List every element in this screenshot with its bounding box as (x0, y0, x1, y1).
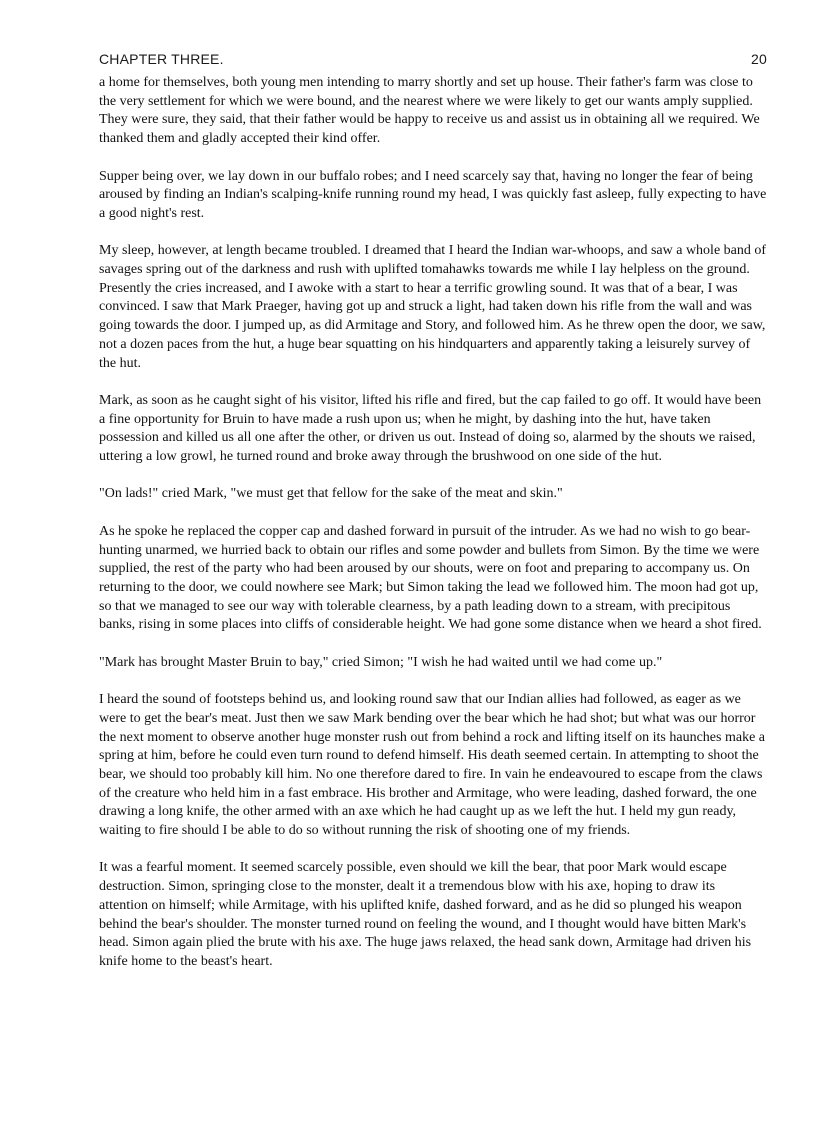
paragraph: Supper being over, we lay down in our buffalo robes; and I need scarcely say that, having no longer the fear of being aroused by finding an Indian's scalping-knife running round my head, I was quickly fast asleep, fully expecting to have a good night's rest. (99, 168, 767, 221)
paragraph: It was a fearful moment. It seemed scarcely possible, even should we kill the bear, that poor Mark would escape destruction. Simon, springing close to the monster, dealt it a tremendous blow with his axe, hoping to draw its attention on himself; while Armitage, with his uplifted knife, dashed forward, and as he did so plunged his weapon behind the bear's shoulder. The monster turned round on feeling the wound, and I thought would have bitten Mark's head. Simon again plied the brute with his axe. The huge jaws relaxed, the head sank down, Armitage had driven his knife home to the beast's heart. (99, 860, 752, 969)
paragraph: I heard the sound of footsteps behind us, and looking round saw that our Indian allies had followed, as eager as we were to get the bear's meat. Just then we saw Mark bending over the bear which he had shot; but what was our horror the next moment to observe another huge monster rush out from behind a rock and lifting itself on its haunches make a spring at him, before he could even turn round to defend himself. His death seemed certain. In attempting to shoot the bear, we should too probably kill him. No one therefore dared to fire. In vain he endeavoured to escape from the claws of the creature who held him in a fast embrace. His brother and Armitage, who were leading, dashed forward, the one drawing a long knife, the other armed with an axe which he had caught up as we left the hut. I held my gun ready, waiting to fire should I be able to do so without running the risk of shooting one of my friends. (99, 692, 765, 839)
paragraph: "Mark has brought Master Bruin to bay," cried Simon; "I wish he had waited until we had come up." (99, 654, 663, 670)
page-number: 20 (751, 51, 767, 67)
paragraph: a home for themselves, both young men intending to marry shortly and set up house. Their father's farm was close to the very settlement for which we were bound, and the nearest where we were likely to get our wants amply supplied. They were sure, they said, that their father would be happy to receive us and assist us in obtaining all we required. We thanked them and gladly accepted their kind offer. (99, 75, 760, 147)
paragraph: Mark, as soon as he caught sight of his visitor, lifted his rifle and fired, but the cap failed to go off. It would have been a fine opportunity for Bruin to have made a rush upon us; when he might, by dashing into the hut, have taken possession and killed us all one after the other, or driven us out. Instead of doing so, alarmed by the shouts we raised, uttering a low growl, he turned round and broke away through the brushwood on one side of the hut. (99, 392, 762, 465)
paragraph: "On lads!" cried Mark, "we must get that fellow for the sake of the meat and skin." (99, 486, 563, 502)
paragraph: My sleep, however, at length became troubled. I dreamed that I heard the Indian war-whoops, and saw a whole band of savages spring out of the darkness and rush with uplifted tomahawks towards me while I lay helpless on the ground. Presently the cries increased, and I awoke with a start to hear a terrific growling sound. It was that of a bear, I was convinced. I saw that Mark Praeger, having got up and struck a light, had taken down his rifle from the wall and was going towards the door. I jumped up, as did Armitage and Story, and followed him. As he threw open the door, we saw, not a dozen paces from the hut, a huge bear squatting on his hindquarters and apparently taking a leisurely survey of the hut. (99, 243, 767, 371)
running-header (99, 51, 767, 73)
paragraph: As he spoke he replaced the copper cap and dashed forward in pursuit of the intruder. As we had no wish to go bear-hunting unarmed, we hurried back to obtain our rifles and some powder and bullets from Simon. By the time we were supplied, the rest of the party who had been aroused by our shouts, were on foot and preparing to accompany us. On returning to the door, we could nowhere see Mark; but Simon taking the lead we followed him. The moon had got up, so that we managed to see our way with tolerable clearness, by a path leading down to a stream, with precipitous banks, rising in some places into cliffs of considerable height. We had gone some distance when we heard a shot fired. (99, 523, 762, 633)
body-text (99, 74, 767, 990)
chapter-title: CHAPTER THREE. (99, 51, 224, 67)
